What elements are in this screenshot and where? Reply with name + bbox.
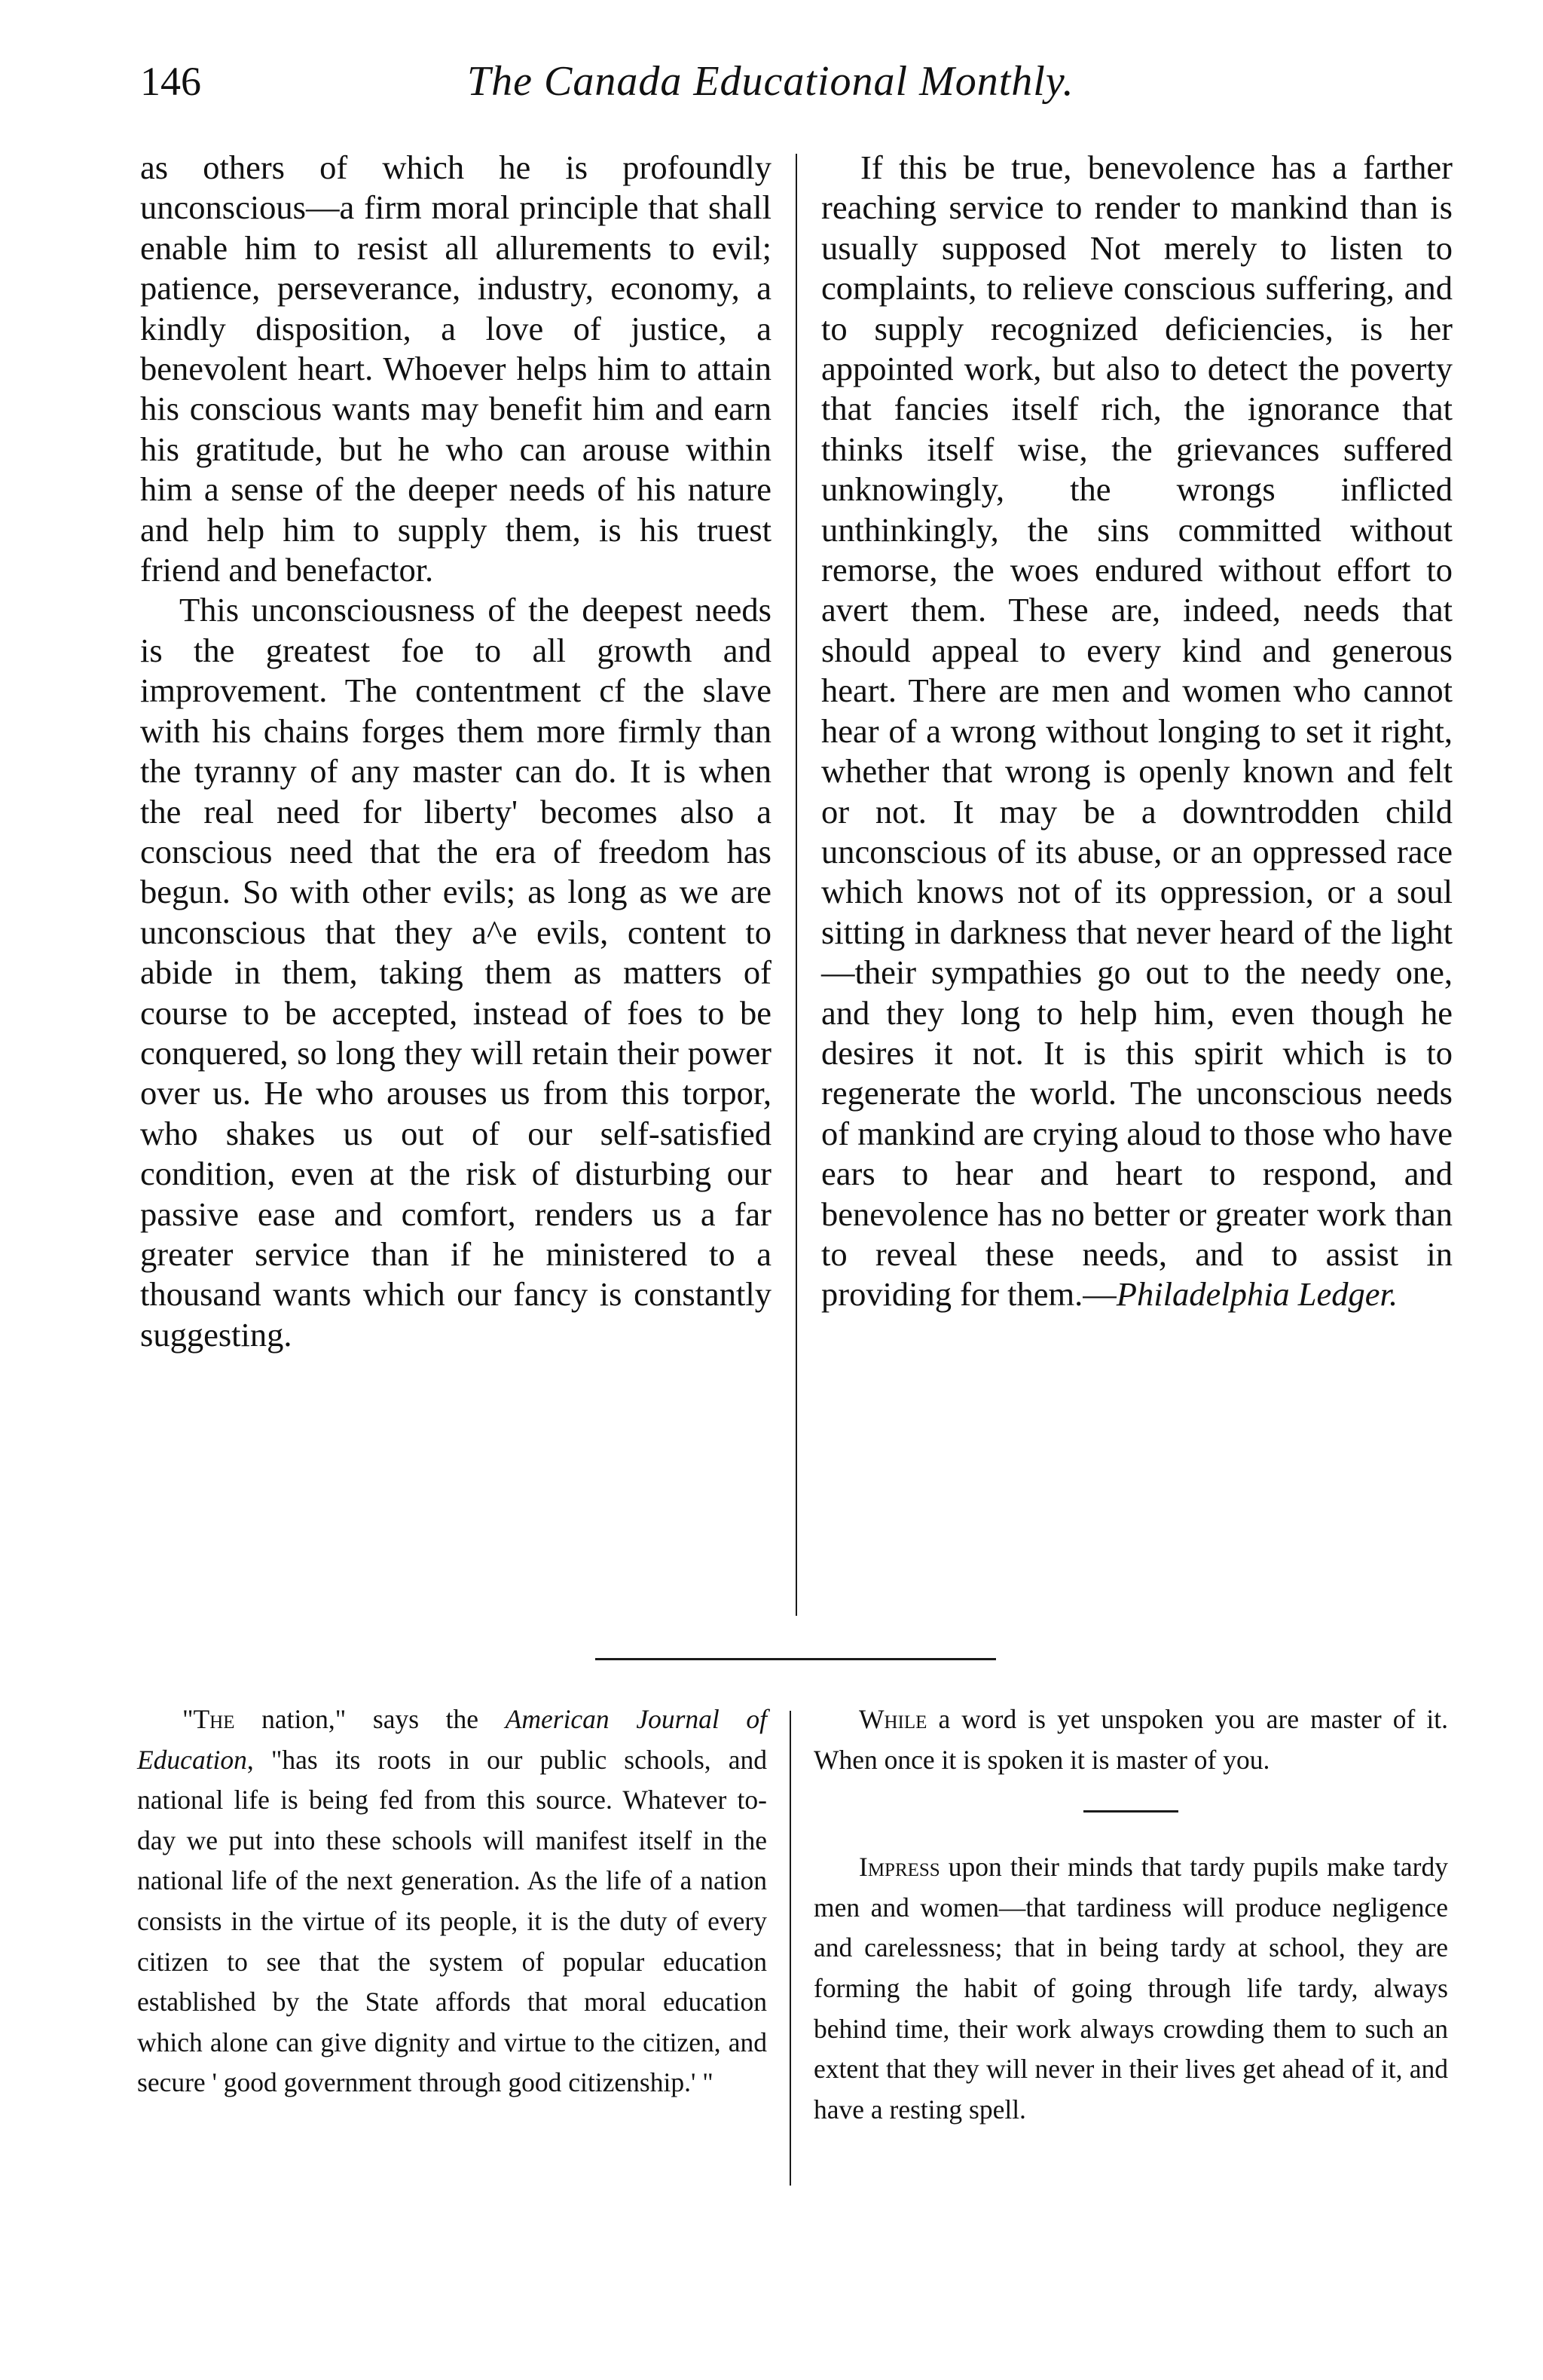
quote-text-1: nation," says the bbox=[234, 1704, 506, 1734]
note-divider bbox=[1083, 1810, 1178, 1813]
article-paragraph-3 bbox=[821, 148, 1453, 1315]
note-paragraph-1 bbox=[814, 1699, 1448, 1780]
article-column-right bbox=[821, 148, 1453, 1315]
article-paragraph-1: as others of which he is profoundly unconscious—a firm moral principle that shall enable him to resist all allurements to evil; patience, perseverance, industry, economy, a kindly disposition, a love of justice, a benevolent heart. Whoever helps him to attain his conscious wants may benefit him and earn his gratitude, but he who can arouse within him a sense of the deeper needs of his nature and help him to supply them, is his truest friend and benefactor. bbox=[140, 148, 772, 589]
note-2-text: upon their minds that tardy pupils make tardy men and women—that tardiness will produce negligence and carelessness; that in being tardy at school, they are forming the habit of going through life tardy, always behind time, their work always crowding them to such an extent that they will never in their lives get ahead of it, and have a resting spell. bbox=[814, 1852, 1448, 2125]
section-divider bbox=[595, 1658, 996, 1660]
journal-title: American Journal of Education bbox=[137, 1704, 768, 1775]
note-1-text: a word is yet unspoken you are master of it. When once it is spoken it is master of you. bbox=[814, 1704, 1448, 1775]
page-number: 146 bbox=[140, 59, 201, 104]
article-paragraph-2: This unconsciousness of the deepest needs is the greatest foe to all growth and improvement. The contentment cf the slave with his chains forges them more firmly than the tyranny of any master can do. It is when the real need for liberty' becomes also a conscious need that the era of freedom has begun. So with other evils; as long as we are unconscious that they a^e evils, content to abide in them, taking them as matters of course to be accepted, instead of foes to be conquered, so long they will retain their power over us. He who arouses us from this torpor, who shakes us out of our self-satisfied condition, even at the risk of disturbing our passive ease and comfort, renders us a far greater service than if he ministered to a thousand wants which our fancy is constantly suggesting. bbox=[140, 591, 772, 1354]
note-paragraph-2 bbox=[814, 1847, 1448, 2130]
quote-column-left bbox=[137, 1699, 767, 2103]
note-1-lead-word: While bbox=[859, 1704, 927, 1734]
article-column-left bbox=[140, 148, 772, 1355]
page-header bbox=[0, 45, 1543, 113]
notes-column-right bbox=[814, 1699, 1448, 2130]
quote-lead-word: The bbox=[193, 1704, 235, 1734]
article-paragraph-3-text: If this be true, benevolence has a farther reaching service to render to mankind than is usually supposed Not merely to listen to complaints, to relieve conscious suffering, and to supply recognized deficiencies, is her appointed work, but also to detect the poverty that fancies itself rich, the ignorance that thinks itself wise, the grievances suffered unknowingly, the wrongs inflicted unthinkingly, the sins committed without remorse, the woes endured without effort to avert them. These are, indeed, needs that should appeal to every kind and generous heart. There are men and women who cannot hear of a wrong without longing to set it right, whether that wrong is openly known and felt or not. It may be a downtrodden child unconscious of its abuse, or an oppressed race which knows not of its oppression, or a soul sitting in darkness that never heard of the light—their sympathies go out to the needy one, and they long to help him, even though he desires it not. It is this spirit which is to regenerate the world. The unconscious needs of mankind are crying aloud to those who have ears to hear and heart to respond, and benevolence has no better or greater work than to reveal these needs, and to assist in providing for them.— bbox=[821, 148, 1453, 1314]
running-title: The Canada Educational Monthly. bbox=[467, 58, 1074, 105]
quote-text-2: , "has its roots in our public schools, and national life is being fed from this source. Whatever to-day we put into these schools will manifest itself in the national life of the next generation. As the life of a nation consists in the virtue of its people, it is the duty of every citizen to see that the system of popular education established by the State affords that moral education which alone can give dignity and virtue to the citizen, and secure ' good government through good citizenship.' " bbox=[137, 1744, 767, 2098]
column-divider-top bbox=[796, 154, 797, 1616]
quote-open-mark: " bbox=[182, 1704, 194, 1734]
column-divider-bottom bbox=[790, 1711, 791, 2186]
article-source: Philadelphia Ledger. bbox=[1116, 1275, 1398, 1314]
note-2-lead-word: Impress bbox=[859, 1852, 940, 1883]
quote-paragraph bbox=[137, 1699, 767, 2103]
